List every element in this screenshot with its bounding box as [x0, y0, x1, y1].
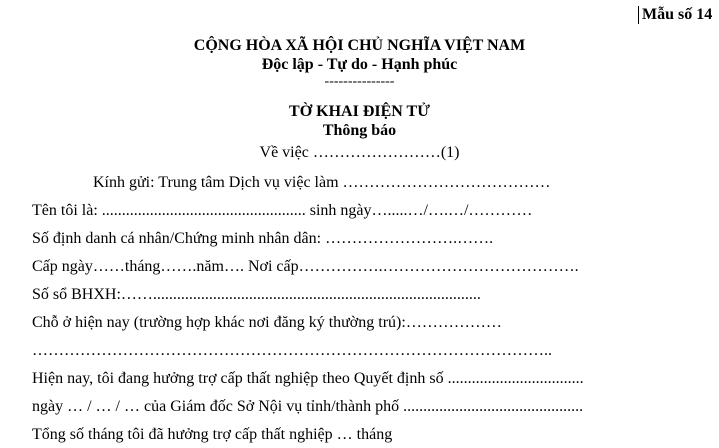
months-received-line: Tổng số tháng tôi đã hưởng trợ cấp thất nghiệp … tháng — [32, 426, 393, 443]
document-subject: Về việc ……………………(1) — [259, 144, 460, 161]
header-divider: --------------- — [324, 74, 395, 89]
recipient-line: Kính gửi: Trung tâm Dịch vụ việc làm ………………………………… — [93, 174, 551, 191]
id-number-line: Số định danh cá nhân/Chứng minh nhân dân: …………………….……. — [32, 230, 494, 247]
motto: Độc lập - Tự do - Hạnh phúc — [261, 56, 458, 73]
current-address-line: Chỗ ở hiện nay (trường hợp khác nơi đăng ký thường trú):……………… — [32, 314, 502, 331]
document-subtitle: Thông báo — [322, 122, 397, 139]
social-insurance-line: Số sổ BHXH:…….................................................................................. — [32, 286, 481, 303]
decision-date-line: ngày … / … / … của Giám đốc Sở Nội vụ tỉnh/thành phố ............................................. — [32, 398, 584, 415]
name-birthdate-line: Tên tôi là: ................................................... sinh ngày….....…/….…/………… — [32, 202, 533, 219]
issue-date-place-line: Cấp ngày……tháng…….năm…. Nơi cấp…………….………………………………. — [32, 258, 579, 275]
address-continuation-line: …………………………………………………………………………………….. — [32, 342, 552, 359]
form-number: Mẫu số 14 — [638, 6, 712, 24]
decision-line: Hiện nay, tôi đang hưởng trợ cấp thất nghiệp theo Quyết định số .................................. — [32, 370, 584, 387]
document-title: TỜ KHAI ĐIỆN TỬ — [289, 103, 430, 120]
country-header: CỘNG HÒA XÃ HỘI CHỦ NGHĨA VIỆT NAM — [193, 37, 526, 54]
